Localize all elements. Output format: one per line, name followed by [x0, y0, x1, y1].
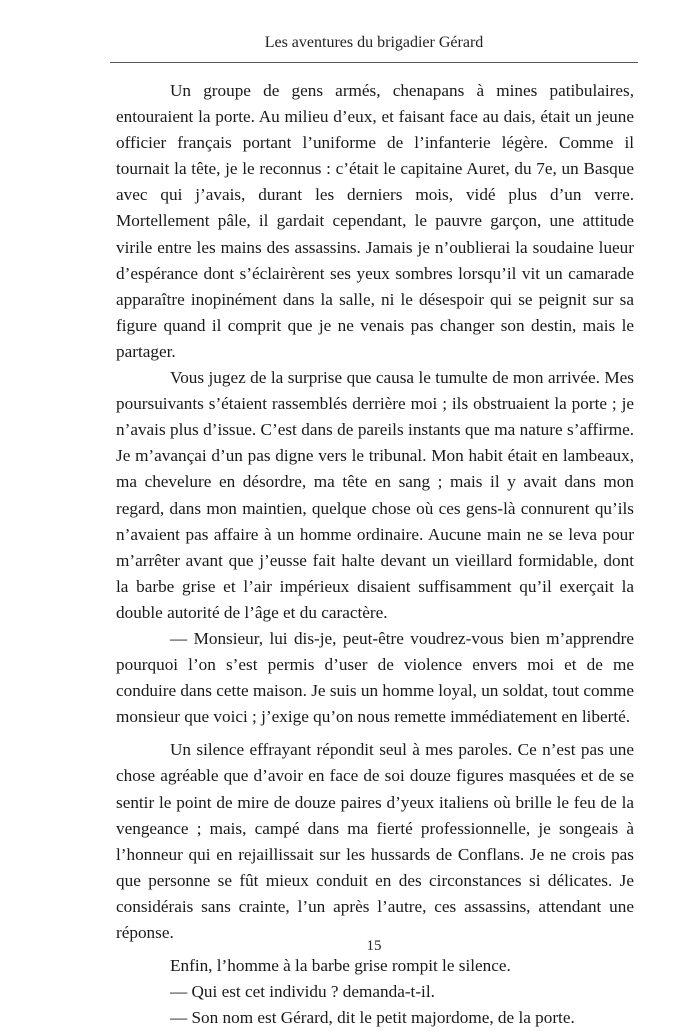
paragraph: — Monsieur, lui dis-je, peut-être voudrez-vous bien m’apprendre pourquoi l’on s’est permis d’user de violence envers moi et de me conduire dans cette maison. Je suis un homme loyal, un soldat, tout comme monsieur que voici ; j’exige qu’on nous remette immédiatement en liberté.	[116, 628, 634, 727]
paragraph: Un groupe de gens armés, chenapans à mines patibulaires, entouraient la porte. Au milieu d’eux, et faisant face au dais, était un jeune officier français portant l’uniforme de l’infanterie légère. Comme il tournait la tête, je le reconnus : c’était le capitaine Auret, du 7e, un Basque avec qui j’avais, durant les derniers mois, vidé plus d’un verre. Mortellement pâle, il gardait cependant, le pauvre garçon, une attitude virile entre les mains des assassins. Jamais je n’oublierai la soudaine lueur d’espérance dont s’éclairèrent ses yeux sombres lorsqu’il vit un camarade apparaître inopinément dans la salle, ni le désespoir qui se peignit sur sa figure quand il comprit que je ne venais pas changer son destin, mais le partager.	[116, 81, 634, 361]
running-header: Les aventures du brigadier Gérard	[264, 34, 484, 51]
page-number: 15	[366, 938, 382, 954]
paragraph: — Son nom est Gérard, dit le petit majordome, de la porte.	[170, 1008, 575, 1028]
header-rule	[110, 62, 638, 63]
paragraph: Un silence effrayant répondit seul à mes paroles. Ce n’est pas une chose agréable que d’avoir en face de soi douze figures masquées et de se sentir le point de mire de douze paires d’yeux italiens où brille le feu de la vengeance ; mais, campé dans ma fierté professionnelle, je songeais à l’honneur qui en rejaillissait sur les hussards de Conflans. Je ne crois pas que personne se fût mieux conduit en des circonstances si délicates. Je considérais sans crainte, l’un après l’autre, ces assassins, attendant une réponse.	[116, 740, 634, 942]
paragraph: Vous jugez de la surprise que causa le tumulte de mon arrivée. Mes poursuivants s’étaient rassemblés derrière moi ; ils obstruaient la porte ; je n’avais plus d’issue. C’est dans de pareils instants que ma nature s’affirme. Je m’avançai d’un pas digne vers le tribunal. Mon habit était en lambeaux, ma chevelure en désordre, ma tête en sang ; mais il y avait dans mon regard, dans mon maintien, quelque chose où ces gens-là connurent qu’ils n’avaient pas affaire à un homme ordinaire. Aucune main ne se leva pour m’arrêter avant que j’eusse fait halte devant un vieillard formidable, dont la barbe grise et l’air impérieux disaient suffisamment qu’il exerçait la double autorité de l’âge et du caractère.	[116, 368, 634, 622]
paragraph: Enfin, l’homme à la barbe grise rompit le silence.	[170, 956, 511, 976]
paragraph: — Qui est cet individu ? demanda-t-il.	[170, 982, 435, 1002]
body-text	[116, 78, 634, 1031]
